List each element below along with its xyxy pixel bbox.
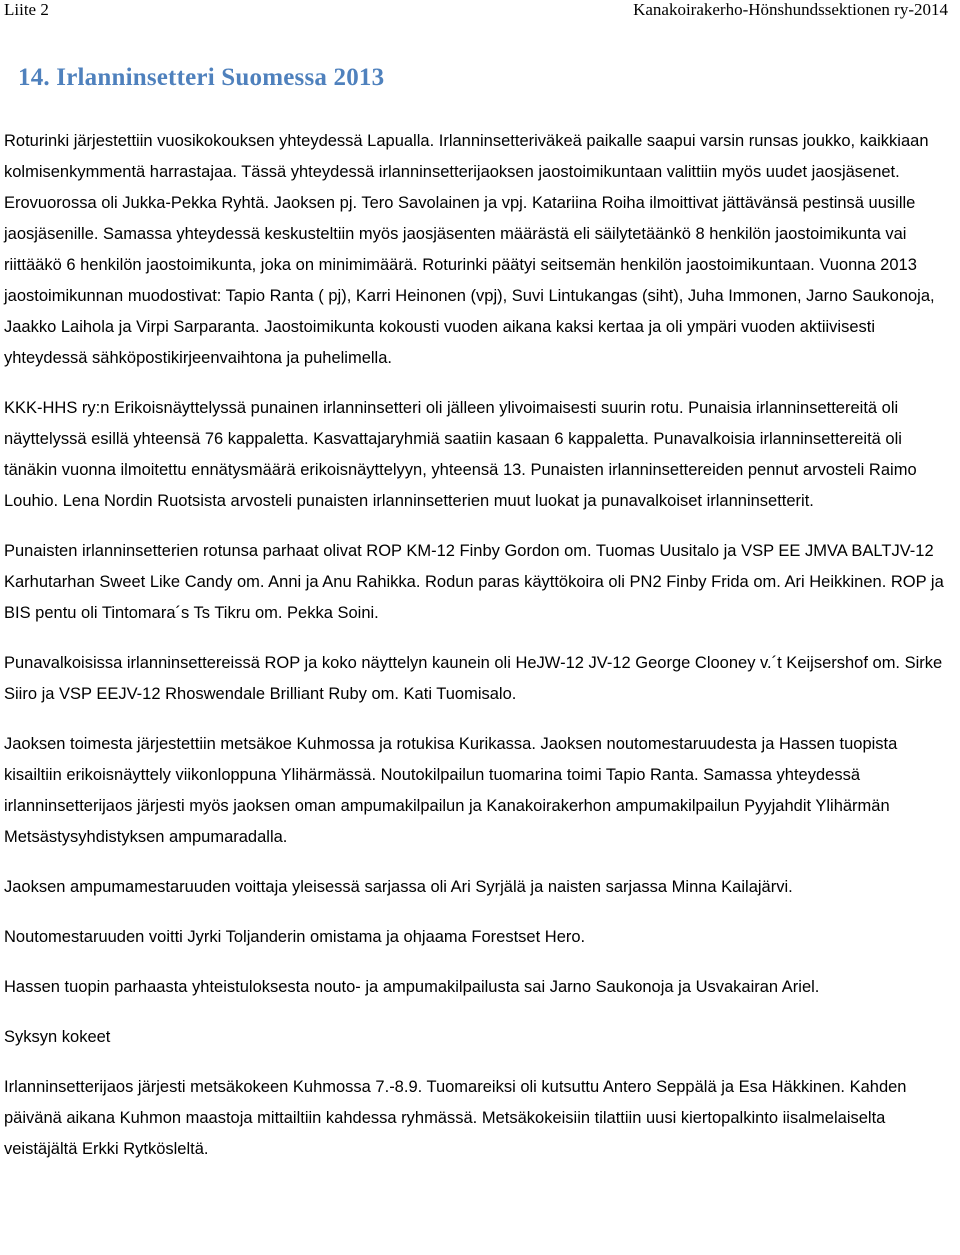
paragraph-punavalkoiset-rop: Punavalkoisissa irlanninsettereissä ROP ja koko näyttelyn kaunein oli HeJW-12 JV-12 George Clooney v.´t Keijsershof om. Sirke Siiro ja VSP EEJV-12 Rhoswendale Brilliant Ruby om. Kati Tuomisalo. <box>4 654 943 703</box>
paragraph-ampumamestaruus: Jaoksen ampumamestaruuden voittaja yleisessä sarjassa oli Ari Syrjälä ja naisten sarjassa Minna Kailajärvi. <box>4 878 793 896</box>
section-title: 14. Irlanninsetteri Suomessa 2013 <box>18 64 385 91</box>
paragraph-punaiset-rop: Punaisten irlanninsetterien rotunsa parhaat olivat ROP KM-12 Finby Gordon om. Tuomas Uusitalo ja VSP EE JMVA BALTJV-12 Karhutarhan Sweet Like Candy om. Anni ja Anu Rahikka. Rodun paras käyttökoira oli PN2 Finby Frida om. Ari Heikkinen. ROP ja BIS pentu oli Tintomara´s Ts Tikru om. Pekka Soini. <box>4 542 944 622</box>
page-header <box>0 0 960 20</box>
paragraph-erikoisnayttely: KKK-HHS ry:n Erikoisnäyttelyssä punainen irlanninsetteri oli jälleen ylivoimaisesti suurin rotu. Punaisia irlanninsettereitä oli näyttelyssä esillä yhteensä 76 kappaletta. Kasvattajaryhmiä saatiin kasaan 6 kappaletta. Punavalkoisia irlanninsettereitä oli tänäkin vuonna ilmoitettu ennätysmäärä erikoisnäyttelyyn, yhteensä 13. Punaisten irlanninsettereiden pennut arvosteli Raimo Louhio. Lena Nordin Ruotsista arvosteli punaisten irlanninsetterien muut luokat ja punavalkoiset irlanninsetterit. <box>4 399 917 510</box>
paragraph-kokeet: Jaoksen toimesta järjestettiin metsäkoe Kuhmossa ja rotukisa Kurikassa. Jaoksen noutomestaruudesta ja Hassen tuopista kisailtiin erikoisnäyttely viikonloppuna Ylihärmässä. Noutokilpailun tuomarina toimi Tapio Ranta. Samassa yhteydessä irlanninsetterijaos järjesti myös jaoksen oman ampumakilpailun ja Kanakoirakerhon ampumakilpailun Pyyjahdit Ylihärmän Metsästysyhdistyksen ampumaradalla. <box>4 735 898 846</box>
paragraph-hassen-tuoppi: Hassen tuopin parhaasta yhteistuloksesta nouto- ja ampumakilpailusta sai Jarno Saukonoja ja Usvakairan Ariel. <box>4 978 820 996</box>
paragraph-metsakoe: Irlanninsetterijaos järjesti metsäkokeen Kuhmossa 7.-8.9. Tuomareiksi oli kutsuttu Antero Seppälä ja Esa Häkkinen. Kahden päivänä aikana Kuhmon maastoja mittailtiin kahdessa ryhmässä. Metsäkokeisiin tilattiin uusi kiertopalkinto iisalmelaiselta veistäjältä Erkki Rytkösleltä. <box>4 1078 907 1158</box>
organization-header: Kanakoirakerho-Hönshundssektionen ry-2014 <box>633 0 948 19</box>
paragraph-noutomestaruus: Noutomestaruuden voitti Jyrki Toljanderin omistama ja ohjaama Forestset Hero. <box>4 928 586 946</box>
paragraph-roturinki: Roturinki järjestettiin vuosikokouksen yhteydessä Lapualla. Irlanninsetteriväkeä paikalle saapui varsin runsas joukko, kaikkiaan kolmisenkymmentä harrastajaa. Tässä yhteydessä irlanninsetterijaoksen jaostoimikuntaan valittiin myös uudet jaosjäsenet. Erovuorossa oli Jukka-Pekka Ryhtä. Jaoksen pj. Tero Savolainen ja vpj. Katariina Roiha ilmoittivat jättävänsä pestinsä uusille jaosjäsenille. Samassa yhteydessä keskusteltiin myös jaosjäsenten määrästä eli säilytetäänkö 8 henkilön jaostoimikunta vai riittääkö 6 henkilön jaostoimikunta, joka on minimimäärä. Roturinki päätyi seitsemän henkilön jaostoimikuntaan. Vuonna 2013 jaostoimikunnan muodostivat: Tapio Ranta ( pj), Karri Heinonen (vpj), Suvi Lintukangas (siht), Juha Immonen, Jarno Saukonoja, Jaakko Laihola ja Virpi Sarparanta. Jaostoimikunta kokousti vuoden aikana kaksi kertaa ja oli ympäri vuoden aktiivisesti yhteydessä sähköpostikirjeenvaihtona ja puhelimella. <box>4 132 935 367</box>
subheading-syksyn-kokeet: Syksyn kokeet <box>4 1028 111 1046</box>
appendix-label: Liite 2 <box>4 0 49 19</box>
document-body <box>4 126 958 1184</box>
